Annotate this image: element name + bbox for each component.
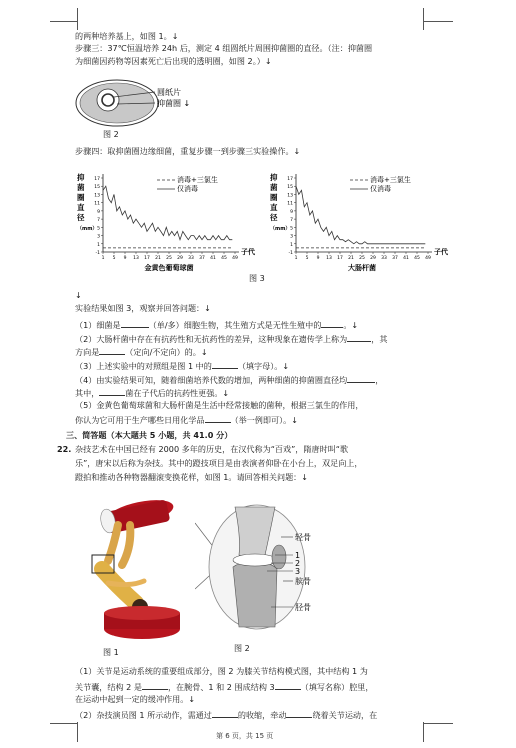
y-tick-label: 11 bbox=[287, 201, 293, 207]
y-tick-label: 3 bbox=[290, 234, 293, 240]
chart-staph-aureus bbox=[75, 166, 255, 276]
answer-blank[interactable] bbox=[212, 708, 238, 718]
crop-mark-bl-h bbox=[50, 723, 78, 724]
text-line: 步骤四：取抑菌圈边缘细菌，重复步骤一到步骤三实验操作。↓ bbox=[75, 146, 301, 156]
text-line: ↓ bbox=[75, 290, 82, 300]
label-paper-disc: 圆纸片 bbox=[157, 88, 181, 97]
legend-label: 消毒+三氯生 bbox=[370, 176, 411, 184]
knee-label: 轻骨 bbox=[295, 533, 311, 542]
page-footer: 第 6 页，共 15 页 bbox=[216, 732, 274, 740]
knee-label: 2 bbox=[295, 559, 301, 568]
question-4: （4）由实验结果可知，随着细菌培养代数的增加，两种细菌的抑菌圈直径均 ， bbox=[75, 375, 384, 385]
knee-joint-diagram bbox=[195, 497, 345, 637]
answer-blank[interactable] bbox=[321, 318, 343, 328]
section-heading: 三、简答题（本大题共 5 小题，共 41.0 分） bbox=[66, 430, 233, 440]
x-tick-label: 5 bbox=[112, 256, 116, 261]
y-tick-label: 17 bbox=[287, 177, 293, 182]
y-axis-label-char: 菌 bbox=[270, 183, 278, 192]
answer-blank[interactable] bbox=[142, 680, 168, 690]
y-tick-label: 1 bbox=[290, 242, 293, 248]
x-tick-label: 45 bbox=[414, 256, 420, 261]
question-5: （5）金黄色葡萄球菌和大肠杆菌是生活中经常接触的菌种，根据三氯生的作用， bbox=[75, 400, 364, 410]
answer-blank[interactable] bbox=[347, 373, 375, 383]
figure-caption: 图 2 bbox=[234, 643, 250, 653]
x-tick-label: 21 bbox=[155, 256, 161, 261]
text-line: 为细菌因药物等因素死亡后出现的透明圈，如图 2。）↓ bbox=[75, 56, 272, 66]
y-tick-label: -1 bbox=[288, 251, 293, 256]
legend-label: 仅消毒 bbox=[177, 185, 198, 193]
crop-mark-br-h bbox=[423, 723, 453, 724]
figure-caption: 图 1 bbox=[103, 647, 119, 657]
legend-label: 消毒+三氯生 bbox=[177, 176, 218, 184]
series-line-triclosan bbox=[103, 186, 232, 240]
y-axis-label-char: 径 bbox=[77, 213, 85, 222]
series-line-triclosan bbox=[296, 186, 425, 244]
y-axis-label-char: （mm） bbox=[77, 226, 98, 232]
legend-label: 仅消毒 bbox=[370, 185, 391, 193]
text-line: 实验结果如图 3，观察并回答问题：↓ bbox=[75, 303, 211, 313]
chart-e-coli bbox=[268, 166, 448, 276]
y-axis-label-char: 直 bbox=[270, 203, 278, 212]
x-tick-label: 29 bbox=[177, 256, 183, 261]
label-inhibition-zone: 抑菌圈 ↓ bbox=[157, 99, 191, 108]
question-5-cont: 你认为它可用于生产哪些日用化学品 （举一例即可）。↓ bbox=[75, 415, 298, 425]
y-tick-label: 5 bbox=[290, 226, 293, 232]
x-tick-label: 1 bbox=[294, 256, 298, 261]
knee-label: 膑骨 bbox=[295, 577, 311, 586]
x-tick-label: 33 bbox=[381, 256, 387, 261]
question-3: （3）上述实验中的对照组是图 1 中的 （填字母）。↓ bbox=[75, 361, 290, 371]
answer-blank[interactable] bbox=[275, 680, 301, 690]
crop-mark-tl bbox=[77, 8, 78, 30]
y-tick-label: 13 bbox=[287, 193, 293, 199]
x-tick-label: 17 bbox=[337, 256, 343, 261]
y-tick-label: 5 bbox=[97, 226, 100, 232]
x-tick-label: 45 bbox=[221, 256, 227, 261]
x-tick-label: 21 bbox=[348, 256, 354, 261]
y-axis-label-char: 抑 bbox=[270, 173, 278, 182]
y-axis-label-char: （mm） bbox=[270, 226, 291, 232]
x-tick-label: 49 bbox=[232, 256, 238, 261]
text-line: 蹬拍和推动各种物器翻滚变换花样，如图 1。请回答相关问题：↓ bbox=[75, 472, 309, 482]
question-22-2: （2）杂技演员图 1 所示动作，需通过 的收缩，牵动 绕着关节运动，在 bbox=[75, 710, 378, 720]
acrobat-illustration bbox=[78, 495, 196, 645]
question-22-1: 关节囊，结构 2 是 ，在腕骨、1 和 2 围成结构 3 （填写名称）腔里， bbox=[75, 682, 374, 692]
text-line: 步骤三：37℃恒温培养 24h 后，测定 4 组圆纸片周围抑菌圈的直径。（注：抑菌圈 bbox=[75, 43, 373, 53]
y-axis-label-char: 圈 bbox=[77, 193, 85, 202]
answer-blank[interactable] bbox=[347, 332, 371, 342]
x-axis-unit: 子代 bbox=[241, 248, 255, 256]
text-line: 的两种培养基上，如图 1。↓ bbox=[75, 31, 179, 41]
crop-mark-tl-h bbox=[50, 21, 78, 22]
figure-caption: 图 2 bbox=[103, 129, 119, 139]
text-line: 乐”，唐宋以后称为杂技。其中的蹬技项目是由表演者仰卧在小台上，双足向上， bbox=[75, 458, 363, 468]
x-tick-label: 41 bbox=[210, 256, 216, 261]
x-tick-label: 37 bbox=[392, 256, 398, 261]
x-tick-label: 13 bbox=[133, 256, 139, 261]
question-2: （2）大肠杆菌中存在有抗药性和无抗药性的差异，这种现象在遗传学上称为 ，其 bbox=[75, 334, 388, 344]
knee-label: 胫骨 bbox=[295, 603, 311, 612]
text-line: （1）关节是运动系统的重要组成部分，图 2 为膝关节结构模式图，其中结构 1 为 bbox=[75, 666, 368, 676]
x-tick-label: 41 bbox=[403, 256, 409, 261]
y-tick-label: -1 bbox=[95, 251, 100, 256]
answer-blank[interactable] bbox=[99, 386, 125, 396]
y-tick-label: 15 bbox=[287, 185, 293, 191]
petri-dish-figure bbox=[70, 76, 270, 138]
panel-title: 大肠杆菌 bbox=[348, 264, 376, 272]
y-tick-label: 17 bbox=[94, 177, 100, 182]
answer-blank[interactable] bbox=[286, 708, 312, 718]
y-tick-label: 7 bbox=[290, 218, 293, 224]
x-tick-label: 25 bbox=[359, 256, 365, 261]
crop-mark-tr-h bbox=[423, 21, 453, 22]
text-line: 在运动中起到一定的缓冲作用。↓ bbox=[75, 694, 196, 704]
y-axis-label-char: 抑 bbox=[77, 173, 85, 182]
y-tick-label: 9 bbox=[290, 209, 293, 215]
question-1: （1）细菌是 （单/多）细胞生物，其生殖方式是无性生殖中的 。↓ bbox=[75, 320, 359, 330]
knee-label: 1 bbox=[295, 551, 301, 560]
x-tick-label: 37 bbox=[199, 256, 205, 261]
x-tick-label: 49 bbox=[425, 256, 431, 261]
question-number: 22. bbox=[57, 444, 72, 454]
x-axis-unit: 子代 bbox=[434, 248, 448, 256]
x-tick-label: 1 bbox=[101, 256, 105, 261]
x-tick-label: 33 bbox=[188, 256, 194, 261]
y-axis-label-char: 菌 bbox=[77, 183, 85, 192]
y-tick-label: 3 bbox=[97, 234, 100, 240]
y-tick-label: 9 bbox=[97, 209, 100, 215]
y-tick-label: 1 bbox=[97, 242, 100, 248]
x-tick-label: 17 bbox=[144, 256, 150, 261]
y-tick-label: 13 bbox=[94, 193, 100, 199]
y-tick-label: 11 bbox=[94, 201, 100, 207]
question-2-cont: 方向是 （定向/不定向）的。↓ bbox=[75, 347, 208, 357]
x-tick-label: 9 bbox=[123, 256, 127, 261]
y-axis-label-char: 圈 bbox=[270, 193, 278, 202]
question-4-cont: 其中， 菌在子代后的抗药性更强。↓ bbox=[75, 388, 230, 398]
answer-blank[interactable] bbox=[212, 359, 238, 369]
y-axis-label-char: 径 bbox=[270, 213, 278, 222]
crop-mark-bl bbox=[77, 722, 78, 742]
crop-mark-br bbox=[423, 722, 424, 742]
text-line: 杂技艺术在中国已经有 2000 多年的历史，在汉代称为“百戏”，隋唐时叫“歌 bbox=[75, 444, 349, 454]
paper-disc bbox=[102, 94, 114, 106]
answer-blank[interactable] bbox=[205, 413, 231, 423]
y-tick-label: 15 bbox=[94, 185, 100, 191]
answer-blank[interactable] bbox=[99, 345, 125, 355]
knee-label: 3 bbox=[295, 567, 301, 576]
crop-mark-tr bbox=[423, 8, 424, 30]
answer-blank[interactable] bbox=[121, 318, 149, 328]
x-tick-label: 5 bbox=[305, 256, 309, 261]
panel-title: 金黄色葡萄球菌 bbox=[144, 264, 194, 272]
x-tick-label: 13 bbox=[326, 256, 332, 261]
y-axis-label-char: 直 bbox=[77, 203, 85, 212]
y-tick-label: 7 bbox=[97, 218, 100, 224]
x-tick-label: 9 bbox=[316, 256, 320, 261]
figure-caption: 图 3 bbox=[249, 273, 265, 283]
x-tick-label: 25 bbox=[166, 256, 172, 261]
x-tick-label: 29 bbox=[370, 256, 376, 261]
